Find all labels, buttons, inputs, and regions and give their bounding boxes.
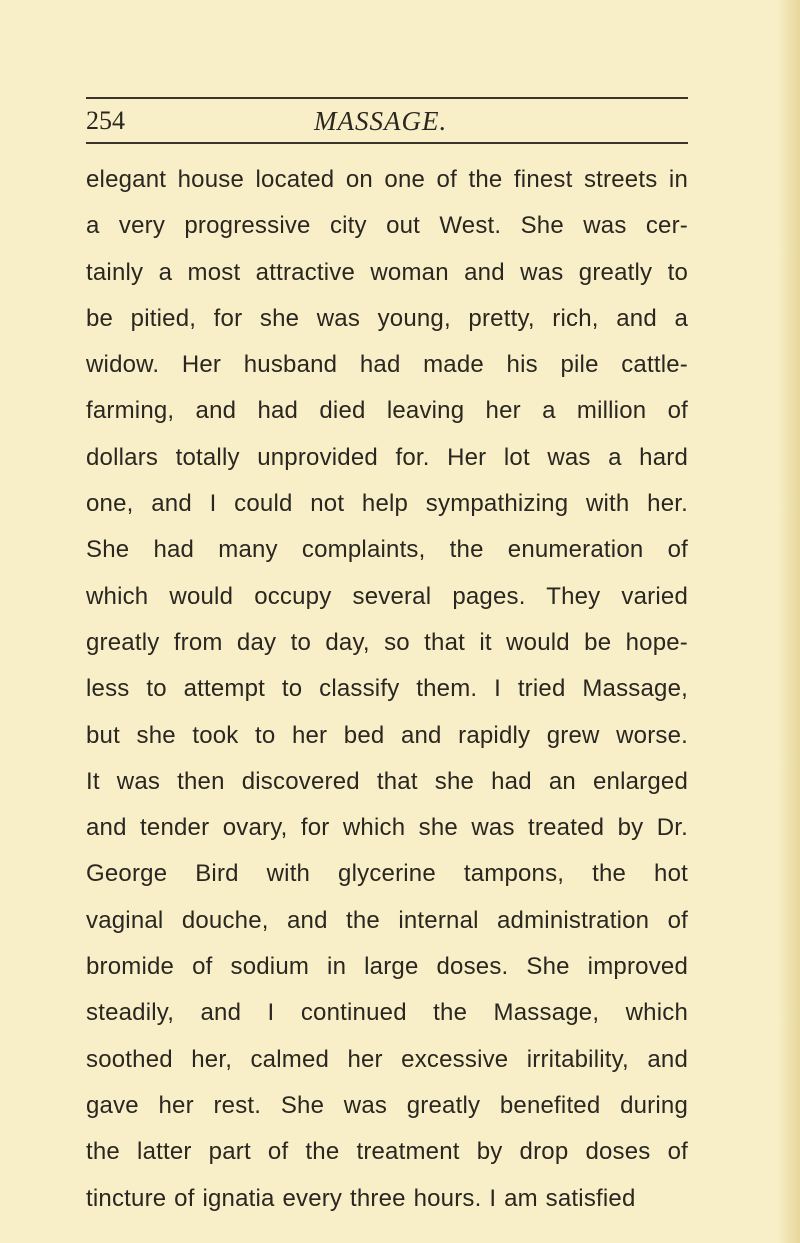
text-line: It was then discovered that she had an enlarged [86,767,688,795]
text-line: but she took to her bed and rapidly grew worse. [86,721,688,749]
text-line: farming, and had died leaving her a million of [86,397,688,425]
header-top-rule [86,97,688,99]
text-line: She had many complaints, the enumeration of [86,536,688,564]
text-line: soothed her, calmed her excessive irritability, and [86,1045,688,1073]
page-number: 254 [86,106,125,135]
running-head-title: MASSAGE. [314,106,448,136]
text-line: which would occupy several pages. They varied [86,582,688,610]
body-text [86,157,688,1222]
text-line: vaginal douche, and the internal administration of [86,906,688,934]
text-line: tainly a most attractive woman and was greatly to [86,258,688,286]
text-line: one, and I could not help sympathizing with her. [86,490,688,518]
text-line: steadily, and I continued the Massage, which [86,999,688,1027]
text-line: and tender ovary, for which she was treated by Dr. [86,814,688,842]
text-line: less to attempt to classify them. I tried Massage, [86,675,688,703]
text-line: the latter part of the treatment by drop doses of [86,1138,688,1166]
text-line: a very progressive city out West. She was cer- [86,212,688,240]
text-line: be pitied, for she was young, pretty, rich, and a [86,304,688,332]
text-line: greatly from day to day, so that it would be hope- [86,628,688,656]
header-bottom-rule [86,142,688,144]
text-line: elegant house located on one of the finest streets in [86,166,688,193]
text-line: George Bird with glycerine tampons, the hot [86,860,688,888]
text-line: bromide of sodium in large doses. She improved [86,953,688,981]
page-edge-shadow [778,0,800,1243]
text-line: tincture of ignatia every three hours. I am satisfied [86,1184,636,1212]
text-line: widow. Her husband had made his pile cattle- [86,351,688,379]
text-line: gave her rest. She was greatly benefited during [86,1091,688,1119]
text-line: dollars totally unprovided for. Her lot was a hard [86,443,688,471]
